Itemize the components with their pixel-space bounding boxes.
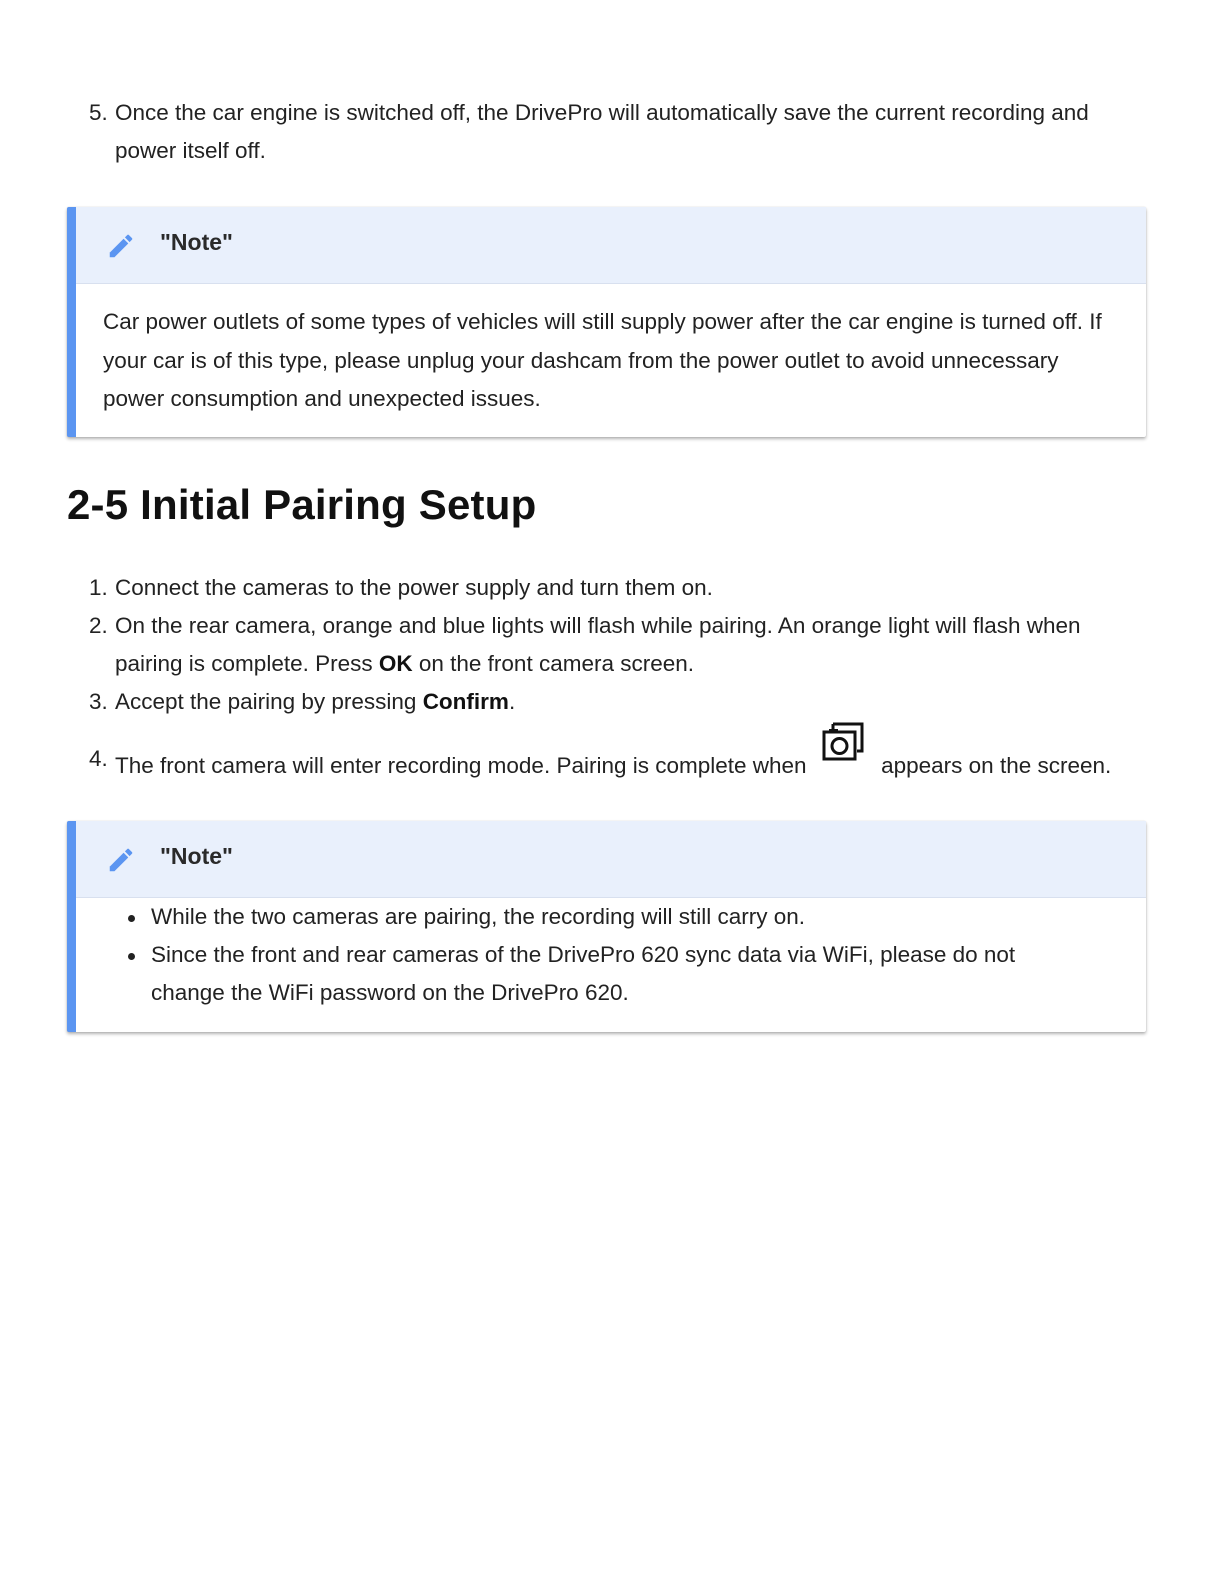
- step-number: 4.: [89, 746, 108, 771]
- pencil-icon: [106, 231, 136, 261]
- note-header: [76, 207, 1146, 284]
- note-body: [76, 898, 1146, 1032]
- list-item: [0, 733, 1224, 792]
- step-text: The front camera will enter recording mode. Pairing is complete when: [115, 753, 807, 778]
- step-text: on the front camera screen.: [412, 651, 695, 676]
- section-heading: 2-5 Initial Pairing Setup: [67, 481, 537, 528]
- step-text: Once the car engine is switched off, the DrivePro will automatically save the current recording and power itself off.: [115, 100, 1089, 163]
- bullet-text: Since the front and rear cameras of the DrivePro 620 sync data via WiFi, please do not change the WiFi password on the DrivePro 620.: [151, 942, 1016, 1005]
- note-callout: [67, 207, 1146, 437]
- pencil-icon: [106, 845, 136, 875]
- dual-camera-icon: [821, 721, 865, 765]
- previous-steps-list: [0, 94, 1224, 170]
- confirm-keyword: Confirm: [422, 689, 509, 714]
- bullet-icon: [128, 953, 135, 960]
- step-text: Accept the pairing by pressing: [115, 689, 423, 714]
- ok-keyword: OK: [378, 651, 413, 676]
- step-text: On the rear camera, orange and blue lights will flash while pairing. An orange light will flash when pairing is complete. Press: [115, 613, 1081, 676]
- pairing-steps-list: [0, 569, 1224, 792]
- list-item: [0, 607, 1224, 683]
- list-item: [0, 569, 1224, 607]
- step-number: 1.: [89, 575, 108, 600]
- step-text: appears on the screen.: [881, 753, 1112, 778]
- step-number: 5.: [89, 100, 108, 125]
- note-callout: [67, 821, 1146, 1032]
- note-header: [76, 821, 1146, 898]
- list-item: [0, 683, 1224, 721]
- step-number: 2.: [89, 613, 108, 638]
- list-item: [76, 936, 1146, 1012]
- bullet-icon: [128, 915, 135, 922]
- note-bullet-list: [76, 898, 1146, 1012]
- step-text: Connect the cameras to the power supply and turn them on.: [115, 575, 713, 600]
- note-title: "Note": [160, 229, 233, 255]
- step-text: .: [508, 689, 516, 714]
- list-item: [0, 94, 1224, 170]
- step-number: 3.: [89, 689, 108, 714]
- list-item: [76, 898, 1146, 936]
- note-body: Car power outlets of some types of vehicles will still supply power after the car engine is turned off. If your car is of this type, please unplug your dashcam from the power outlet to avoid unnecessary power consumption and unexpected issues.: [103, 309, 1102, 411]
- bullet-text: While the two cameras are pairing, the recording will still carry on.: [151, 904, 806, 929]
- note-title: "Note": [160, 843, 233, 869]
